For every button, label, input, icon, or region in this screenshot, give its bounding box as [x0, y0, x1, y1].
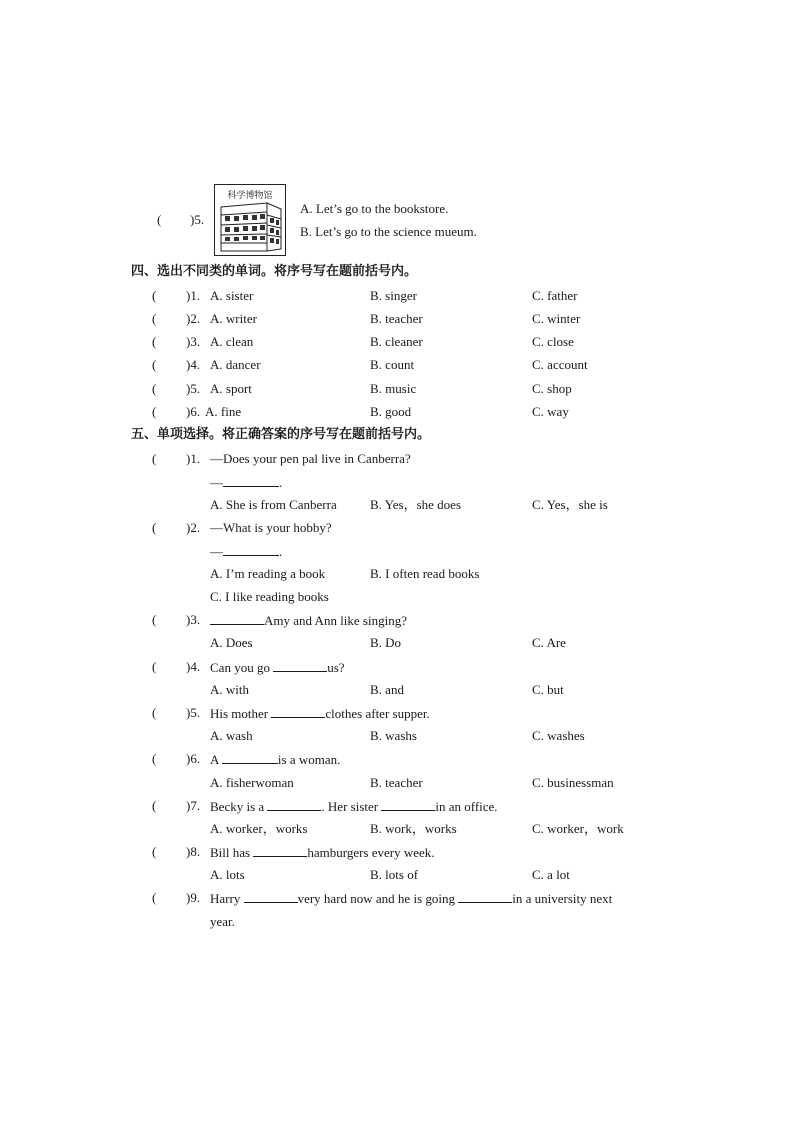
question-text: Harry very hard now and he is going in a university next: [210, 891, 613, 906]
fill-blank: [267, 798, 321, 811]
question-number: )3.: [186, 612, 201, 627]
answer-paren: (: [152, 612, 157, 627]
question-number: )7.: [186, 798, 201, 813]
option-c: C. but: [532, 682, 564, 697]
option-c: C. winter: [532, 311, 581, 326]
question-text: Bill has hamburgers every week.: [210, 845, 435, 860]
fill-blank: [244, 890, 298, 903]
option-a: A. I’m reading a book: [210, 566, 326, 581]
fill-blank: [222, 751, 278, 764]
question-number: )6.: [186, 404, 201, 419]
answer-paren: (: [152, 659, 157, 674]
option-c: C. father: [532, 288, 578, 303]
option-b: B. teacher: [370, 775, 423, 790]
option-c: C. account: [532, 357, 588, 372]
answer-paren: (: [152, 404, 157, 419]
option-c: C. worker，work: [532, 821, 624, 836]
option-a: A. wash: [210, 728, 253, 743]
question-text: —What is your hobby?: [210, 520, 332, 535]
option-a: A. clean: [210, 334, 254, 349]
museum-sign-label: 科学博物馆: [227, 191, 273, 201]
option-b: B. and: [370, 682, 404, 697]
building-icon: [215, 185, 285, 255]
answer-paren: (: [152, 451, 157, 466]
fill-blank: [273, 659, 327, 672]
answer-paren: (: [152, 798, 157, 813]
fill-blank: [253, 844, 307, 857]
question-number: )2.: [186, 520, 201, 535]
question-number: )4.: [186, 659, 201, 674]
answer-paren: (: [152, 357, 157, 372]
option-b: B. cleaner: [370, 334, 423, 349]
section-heading: 四、选出不同类的单词。将序号写在题前括号内。: [131, 264, 418, 279]
option-c: C. Are: [532, 635, 566, 650]
question-text: His mother clothes after supper.: [210, 706, 430, 721]
option-c: C. Yes，she is: [532, 497, 608, 512]
question-text: —Does your pen pal live in Canberra?: [210, 451, 411, 466]
question-number: )8.: [186, 844, 201, 859]
question-number: )2.: [186, 311, 201, 326]
option-a: A. fine: [205, 404, 242, 419]
answer-paren: (: [152, 381, 157, 396]
option-a: A. writer: [210, 311, 257, 326]
option-a: A. sister: [210, 288, 254, 303]
question-number: )3.: [186, 334, 201, 349]
option-b: B. work，works: [370, 821, 457, 836]
option-b: B. music: [370, 381, 417, 396]
option-c: C. close: [532, 334, 574, 349]
question-text-continued: year.: [210, 914, 235, 929]
question-text: Can you go us?: [210, 660, 345, 675]
answer-paren: (: [152, 705, 157, 720]
option-b: B. washs: [370, 728, 417, 743]
option-a: A. lots: [210, 867, 245, 882]
option-a: A. worker，works: [210, 821, 308, 836]
question-number: )4.: [186, 357, 201, 372]
answer-paren: (: [152, 288, 157, 303]
option-b: B. teacher: [370, 311, 423, 326]
option-b: B. I often read books: [370, 566, 480, 581]
option-b: B. singer: [370, 288, 417, 303]
answer-paren: (: [152, 520, 157, 535]
fill-blank: [223, 474, 279, 487]
option-a: A. She is from Canberra: [210, 497, 337, 512]
question-number: )5.: [186, 705, 201, 720]
option-a: A. with: [210, 682, 249, 697]
option-a: A. Let’s go to the bookstore.: [300, 201, 449, 216]
option-b: B. count: [370, 357, 415, 372]
question-number: )6.: [186, 751, 201, 766]
fill-blank: [271, 705, 325, 718]
option-c: C. shop: [532, 381, 572, 396]
option-b: B. Yes，she does: [370, 497, 462, 512]
fill-blank: [223, 543, 279, 556]
option-a: A. Does: [210, 635, 253, 650]
science-museum-picture: [214, 184, 286, 256]
question-number: )1.: [186, 288, 201, 303]
option-a: A. dancer: [210, 357, 261, 372]
option-c: C. businessman: [532, 775, 614, 790]
question-text: Becky is a . Her sister in an office.: [210, 799, 498, 814]
option-a: A. fisherwoman: [210, 775, 294, 790]
answer-paren: (: [152, 751, 157, 766]
question-number: )5.: [190, 212, 205, 227]
fill-blank: [210, 612, 264, 625]
answer-paren: (: [152, 334, 157, 349]
answer-line: — .: [210, 475, 283, 490]
question-number: )9.: [186, 890, 201, 905]
fill-blank: [458, 890, 512, 903]
option-b: B. Let’s go to the science mueum.: [300, 224, 477, 239]
option-a: A. sport: [210, 381, 252, 396]
option-b: B. Do: [370, 635, 402, 650]
answer-paren: (: [152, 844, 157, 859]
fill-blank: [381, 798, 435, 811]
answer-line: — .: [210, 544, 283, 559]
option-c: C. a lot: [532, 867, 570, 882]
question-number: )5.: [186, 381, 201, 396]
option-b: B. lots of: [370, 867, 419, 882]
question-number: )1.: [186, 451, 201, 466]
section-heading: 五、单项选择。将正确答案的序号写在题前括号内。: [131, 427, 431, 442]
question-text: A is a woman.: [210, 752, 341, 767]
option-c: C. washes: [532, 728, 585, 743]
question-text: Amy and Ann like singing?: [210, 612, 407, 629]
answer-paren: (: [152, 890, 157, 905]
answer-paren: (: [152, 311, 157, 326]
option-b: B. good: [370, 404, 412, 419]
option-c: C. way: [532, 404, 569, 419]
answer-paren: (: [157, 212, 162, 227]
option-c: C. I like reading books: [210, 589, 329, 604]
